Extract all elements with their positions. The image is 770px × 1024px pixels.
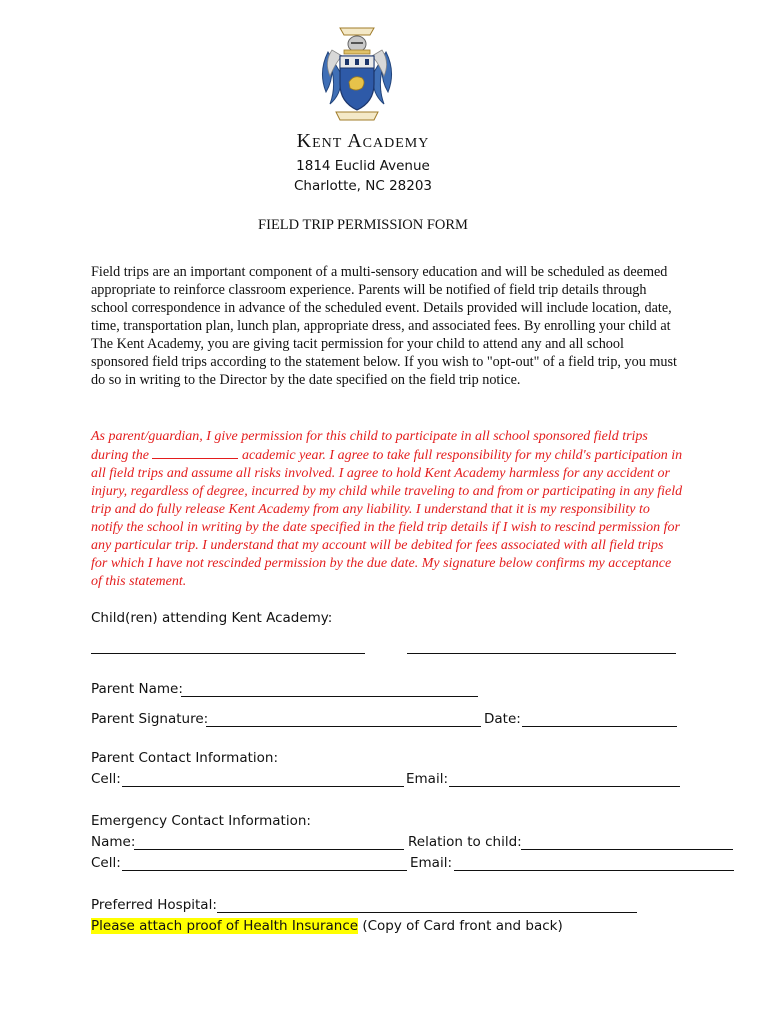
- parent-signature-label: Parent Signature:: [91, 711, 209, 727]
- parent-email-line[interactable]: [449, 786, 680, 787]
- parent-name-label: Parent Name:: [91, 681, 183, 697]
- emergency-email-label: Email:: [410, 855, 453, 871]
- emergency-cell-label: Cell:: [91, 855, 121, 871]
- address-line-2: Charlotte, NC 28203: [293, 178, 433, 194]
- children-label: Child(ren) attending Kent Academy:: [91, 610, 333, 626]
- parent-name-line[interactable]: [181, 696, 478, 697]
- relation-label: Relation to child:: [408, 834, 522, 850]
- kent-academy-crest-logo: [318, 22, 396, 126]
- emergency-contact-heading: Emergency Contact Information:: [91, 813, 311, 829]
- emergency-name-line[interactable]: [134, 849, 404, 850]
- consent-statement: [91, 428, 683, 591]
- insurance-note: (Copy of Card front and back): [362, 918, 563, 934]
- emergency-cell-line[interactable]: [122, 870, 407, 871]
- date-label: Date:: [484, 711, 521, 727]
- parent-signature-line[interactable]: [206, 726, 481, 727]
- emergency-name-label: Name:: [91, 834, 136, 850]
- insurance-highlight: Please attach proof of Health Insurance: [91, 918, 359, 934]
- parent-cell-label: Cell:: [91, 771, 121, 787]
- preferred-hospital-label: Preferred Hospital:: [91, 897, 217, 913]
- consent-text-part-2: academic year. I agree to take full responsibility for my child's participation in all field trips and assume all risks involved. I agree to hold Kent Academy harmless for any accident or injury, regardless of degree, incurred by my child while traveling to and from or participating in any field trip and do fully release Kent Academy from any liability. I understand that it is my responsibility to notify the school in writing by the date specified in the field trip details if I wish to rescind permission for any particular trip. I understand that my account will be debited for fees associated with all field trips for which I have not rescinded permission by the due date. My signature below confirms my acceptance of this statement.: [91, 448, 683, 589]
- child-name-line-2[interactable]: [407, 653, 676, 654]
- parent-cell-line[interactable]: [122, 786, 404, 787]
- relation-line[interactable]: [521, 849, 733, 850]
- academic-year-blank[interactable]: [152, 446, 238, 459]
- child-name-line-1[interactable]: [91, 653, 365, 654]
- preferred-hospital-line[interactable]: [217, 912, 637, 913]
- school-name: Kent Academy: [296, 130, 430, 152]
- parent-contact-heading: Parent Contact Information:: [91, 750, 279, 766]
- form-title: FIELD TRIP PERMISSION FORM: [258, 217, 468, 233]
- date-line[interactable]: [522, 726, 677, 727]
- emergency-email-line[interactable]: [454, 870, 734, 871]
- insurance-instruction: [91, 918, 563, 934]
- address-line-1: 1814 Euclid Avenue: [296, 158, 430, 174]
- parent-email-label: Email:: [406, 771, 449, 787]
- intro-paragraph: Field trips are an important component of a multi-sensory education and will be scheduled as deemed appropriate to reinforce classroom experience. Parents will be notified of field trip details through school correspondence in advance of the scheduled event. Details provided will include location, date, time, transportation plan, lunch plan, appropriate dress, and associated fees. By enrolling your child at The Kent Academy, you are giving tacit permission for your child to attend any and all school sponsored field trips according to the statement below. If you wish to "opt-out" of a field trip, you must do so in writing to the Director by the date specified on the field trip notice.: [91, 264, 677, 388]
- consent-text-part-1: As parent/guardian, I give permission for this child to participate in all school sponsored field trips during the: [91, 429, 648, 463]
